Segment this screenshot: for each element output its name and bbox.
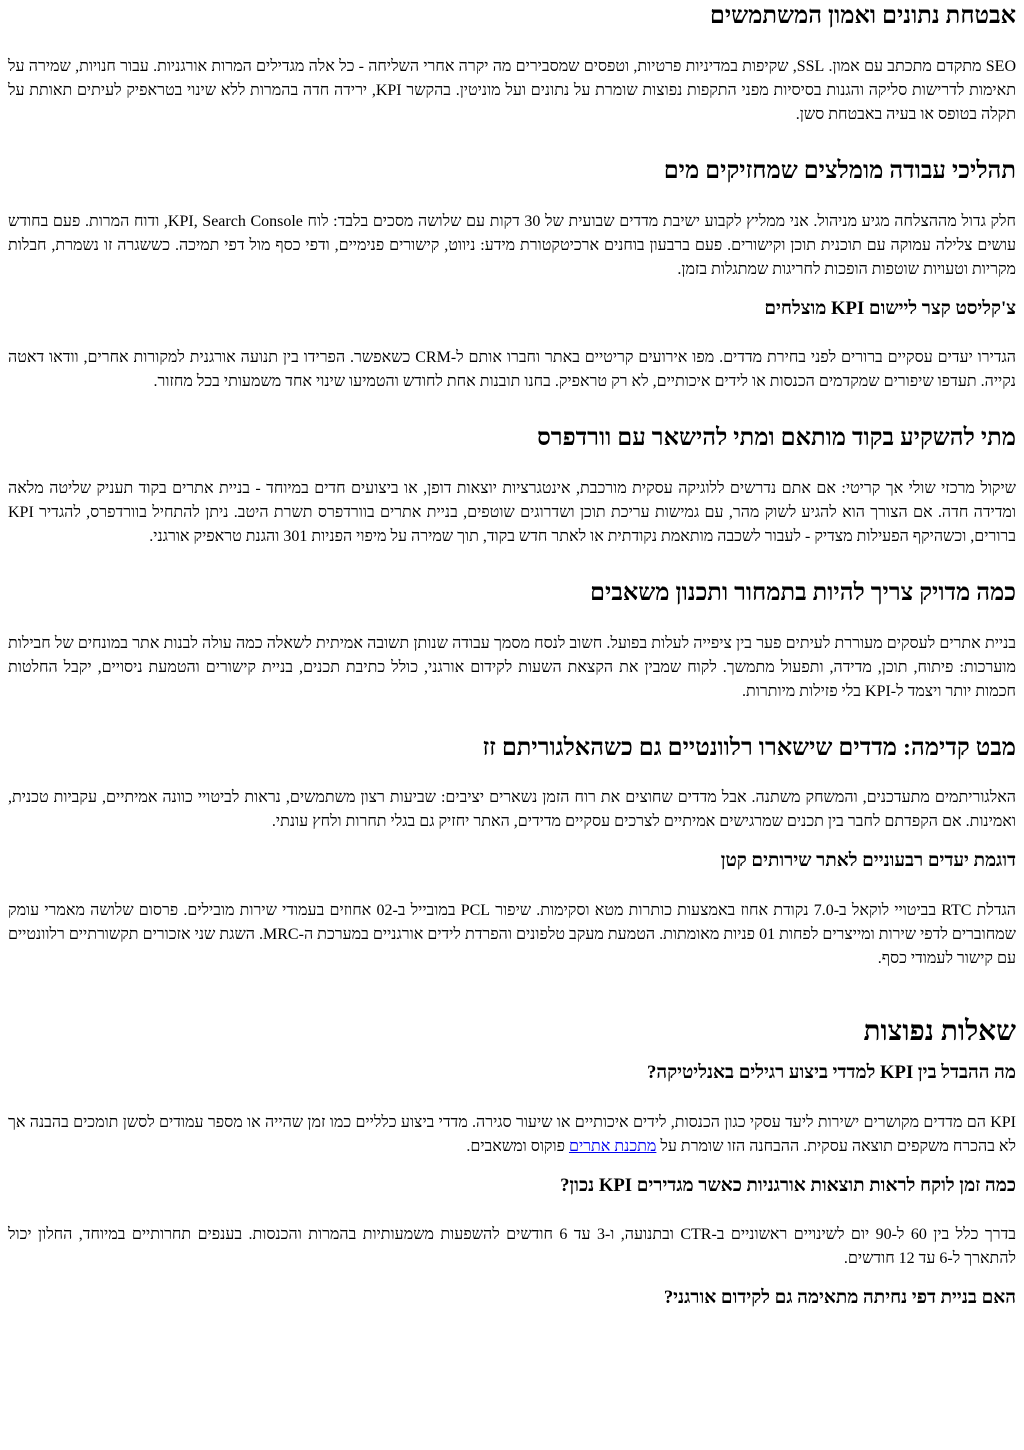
paragraph-text: הגדירו יעדים עסקיים ברורים לפני בחירת מדדים. מפו אירועים קריטיים באתר וחברו אותם ל-CRM כשאפשר. הפרידו בין תנועה אורגנית למקורות אחרים, וודאו דאטה נקייה. תעדפו שיפורים שמקדמים הכנסות או לידים איכותיים, לא רק טראפיק. בחנו תובנות אחת לחודש והטמיעו שינוי אחד משמעותי בכל מחזור. <box>8 349 1016 391</box>
sub-heading: האם בניית דפי נחיתה מתאימה גם לקידום אורגני? <box>663 1287 1016 1309</box>
section-heading: מתי להשקיע בקוד מותאם ומתי להישאר עם וורדפרס <box>537 425 1016 452</box>
paragraph-text: SEO מתקדם מתכתב עם אמון. SSL, שקיפות במדיניות פרטיות, וטפסים שמסבירים מה יקרה אחרי השליחה - כל אלה מגדילים המרות אורגניות. עבור חנויות, שמירה על תאימות לדרישות סליקה והגנות בסיסיות מפני התקפות נפוצות שומרת על נתונים ועל מוניטין. בהקשר KPI, ירידה חדה בהמרות ללא שינוי בטראפיק לעיתים תאותת על תקלה בטופס או בעיה באבטחת סשן. <box>8 57 1016 123</box>
paragraph <box>8 346 1016 394</box>
sub-heading: דוגמת יעדים רבעוניים לאתר שירותים קטן <box>720 850 1016 872</box>
document-page <box>0 2 1024 1450</box>
section-heading: תהליכי עבודה מומלצים שמחזיקים מים <box>663 157 1016 184</box>
article-body <box>0 2 1024 1310</box>
paragraph <box>8 1111 1016 1159</box>
sub-heading: צ'קליסט קצר ליישום KPI מוצלחים <box>764 297 1016 319</box>
paragraph <box>8 786 1016 834</box>
section-heading: אבטחת נתונים ואמון המשתמשים <box>709 3 1016 29</box>
paragraph-text: הגדלת RTC בביטויי לוקאל ב-7.0 נקודת אחוז באמצעות כותרות מטא וסקימות. שיפור PCL במובייל ב-02 אחוזים בעמודי שירות מובילים. פרסום שלושה מאמרי עומק שמחוברים לדפי שירות ומייצרים לפחות 01 פניות מאומתות. הטמעת מעקב טלפונים והפרדת לידים אורגניים במערכת ה-MRC. השגת שני אזכורים תקשורתיים רלוונטיים עם קישור לעמודי כסף. <box>8 901 1017 967</box>
inline-text-link[interactable]: מתכנת אתרים <box>568 1137 657 1155</box>
section-heading: כמה מדויק צריך להיות בתמחור ותכנון משאבים <box>590 579 1016 606</box>
paragraph-text: פוקוס ומשאבים. <box>466 1137 569 1155</box>
faq-section-heading: שאלות נפוצות <box>863 1015 1016 1047</box>
paragraph-text: בניית אתרים לעסקים מעוררת לעיתים פער בין ציפייה לעלות בפועל. חשוב לנסח מסמך עבודה שנותן תשובה אמיתית לשאלה כמה עולה לבנות אתר במונחים של חבילות מוערכות: פיתוח, תוכן, מדידה, ותפעול מתמשך. לקוח שמבין את הקצאת השעות לקידום אורגני, כולל כתיבת תכנים, בניית קישורים והטמעת ניסויים, יקבל החלטות חכמות יותר ויצמד ל-KPI בלי פזילות מיותרות. <box>8 634 1016 700</box>
paragraph <box>8 899 1016 971</box>
paragraph-text: חלק גדול מההצלחה מגיע מניהול. אני ממליץ לקבוע ישיבת מדדים שבועית של 30 דקות עם שלושה מסכים בלבד: לוח KPI, Search Console, ודוח המרות. פעם בחודש עושים צלילה עמוקה עם תוכנית תוכן וקישורים. פעם ברבעון בוחנים ארכיטקטורת מידע: ניווט, קישורים פנימיים, ודפי כסף מול דפי תמיכה. כששגרה זו נשמרת, חבלות מקריות וטעויות שוטפות הופכות לחריגות שמתגלות בזמן. <box>8 212 1016 278</box>
paragraph <box>8 210 1016 282</box>
paragraph <box>8 632 1016 704</box>
paragraph <box>8 55 1016 127</box>
sub-heading: כמה זמן לוקח לראות תוצאות אורגניות כאשר מגדירים KPI נכון? <box>560 1174 1016 1196</box>
paragraph-text: בדרך כלל בין 60 ל-90 יום לשינויים ראשוניים ב-CTR ובתנועה, ו-3 עד 6 חודשים להשפעות משמעותיות בהמרות והכנסות. בענפים תחרותיים במיוחד, החלון יכול להתארך ל-6 עד 12 חודשים. <box>8 1226 1016 1268</box>
paragraph-text: KPI הם מדדים מקושרים ישירות ליעד עסקי כגון הכנסות, לידים איכותיים או שיעור סגירה. מדדי ביצוע כלליים כמו זמן שהייה או מספר עמודים לסשן תומכים בהבנה אך לא בהכרח משקפים תוצאה עסקית. ההבחנה הזו שומרת על <box>8 1113 1016 1155</box>
paragraph <box>8 1223 1016 1271</box>
paragraph <box>8 477 1016 549</box>
sub-heading: מה ההבדל בין KPI למדדי ביצוע רגילים באנליטיקה? <box>647 1062 1016 1084</box>
section-heading: מבט קדימה: מדדים שישארו רלוונטיים גם כשהאלגוריתם זז <box>482 734 1016 761</box>
paragraph-text: שיקול מרכזי שולי אך קריטי: אם אתם נדרשים ללוגיקה עסקית מורכבת, אינטגרציות יוצאות דופן, או ביצועים חדים במיוחד - בניית אתרים בקוד תעניק שליטה מלאה ומדידה חדה. אם הצורך הוא להגיע לשוק מהר, עם גמישות עריכת תוכן ושדרוגים שוטפים, בניית אתרים בוורדפרס תשרת היטב. ניתן להתחיל בוורדפרס, להגדיר KPI ברורים, וכשהיקף הפעילות מצדיק - לעבור לשכבה מותאמת נקודתית או לאתר חדש בקוד, תוך שמירה על מיפוי הפניות 301 והגנת טראפיק אורגני. <box>8 479 1016 545</box>
paragraph-text: האלגוריתמים מתעדכנים, והמשחק משתנה. אבל מדדים שחוצים את רוח הזמן נשארים יציבים: שביעות רצון משתמשים, נראות לביטויי כוונה אמיתיים, עקביות טכנית, ואמינות. אם הקפדתם לחבר בין תכנים שמרגישים אמיתיים לצרכים עסקיים מדידים, האתר יחזיק גם בגלי תחרות ולחץ עונתי. <box>8 789 1016 831</box>
